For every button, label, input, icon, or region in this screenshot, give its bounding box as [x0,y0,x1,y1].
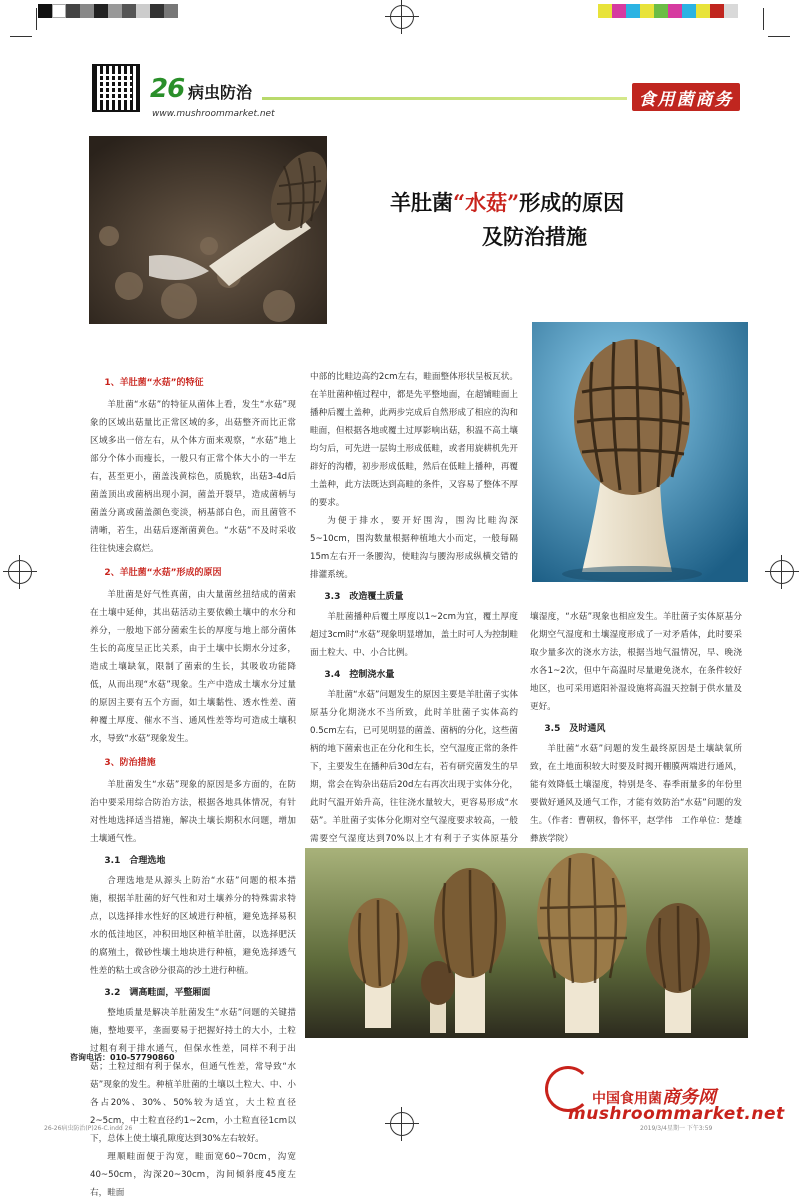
site-logo-url[interactable]: mushroommarket.net [568,1104,785,1124]
paragraph: 合理选地是从源头上防治“水菇”问题的根本措施，根据羊肚菌的好气性和对土壤养分的特殊需求特点，以选择排水性好的区域进行种植，避免选择易积水的低洼地区，冲积田地区种植羊肚菌，以选择肥沃的腐殖土，微砂性壤土地块进行种植，避免选择透气性差的粘土或含砂分很高的沙土进行种植。 [90,876,296,976]
registration-mark [390,1112,414,1136]
paragraph: 整地质量是解决羊肚菌发生“水菇”问题的关键措施，整地要平，垄面要易于把握好持土的大小，土粒过粗有利于排水通气，但保水性差，同样不利于出菇；土粒过细有利于保水，但通气性差，常导致“水菇”现象的发生。种植羊肚菌的土壤以土粒大、中、小各占20%、30%、50%较为适宜，大土粒直径2~5cm，中土粒直径约1~2cm，小土粒直径1cm以下，总体上使土壤孔隙度达到30%左右较好。 [90,1008,296,1144]
crop-mark [36,8,37,30]
registration-mark [390,5,414,29]
title-highlight: “水菇” [453,190,520,215]
print-file-info: 26-26病虫防治(P)26-C.indd 26 [44,1125,133,1132]
magazine-brand-badge: 食用菌商务 [632,83,740,111]
paragraph: 羊肚菌是好气性真菌，由大量菌丝扭结成的菌索在土壤中延伸，其出菇活动主要依赖土壤中的水分和养分，一般地下部分菌索生长的厚度与地上部分菌体生长的高度呈正比关系，由于土壤中长期水分过多，造成土壤缺氧，限制了菌索的生长，其吸收功能降低，从而出现“水菇”现象。生产中造成土壤水分过量的原因主要有五个方面，如土壤黏性、透水性差、菌种覆土厚度、催水不当、通风性差等均可造成土壤积水，导致“水菇”现象发生。 [90,590,296,744]
heading-characteristics: 1、羊肚菌“水菇”的特征 [104,378,204,388]
article-column-3 [530,608,742,848]
crop-mark [10,36,32,37]
section-title: 病虫防治 [188,83,253,102]
morel-cluster-photo [305,848,748,1038]
morel-blue-background-photo [532,322,748,582]
heading-causes: 2、羊肚菌“水菇”形成的原因 [104,568,222,578]
crop-mark [763,8,764,30]
header-divider [262,97,627,100]
paragraph: 壤湿度，“水菇”现象也相应发生。羊肚菌子实体原基分化期空气湿度和土壤湿度形成了一对矛盾体，此时要采取少量多次的浇水方法，根据当地气温情况，早、晚浇水各1~2次，但中午高温时尽量避免浇水，在条件较好地区，也可采用遮阳补湿设施将高温天控制于供水量及更好。 [530,612,742,712]
subheading-bed-preparation: 3.2 调高畦面，平整厢面 [104,988,211,998]
color-calibration-bar [38,4,178,18]
subheading-soil-cover: 3.3 改造覆土质量 [324,592,404,602]
title-suffix: 形成的原因 [519,190,625,215]
print-date-info: 2019/3/4星期一 下午3:59 [640,1125,713,1132]
logo-name-prefix: 中国食用菌 [592,1091,662,1107]
subheading-site-selection: 3.1 合理选地 [104,856,166,866]
paragraph: 羊肚菌“水菇”的特征从菌体上看，发生“水菇”现象的区域出菇量比正常区域的多，出菇整齐而比正常区域多出一倍左右，从个体方面来观察，“水菇”地上部分个体小而瘦长，一般只有正常个体大小的一半左右，甚至更小，菌盖浅黄棕色，质脆软，出菇3-4d后菌盖顶出或菌柄出现小洞，菌盖开裂早，造成菌柄与菌盖分离或菌盖颜色变淡，柄基部白色，而且菌管不清晰，若生，出菇后逐渐菌黄色。“水菇”不及时采收往往快速会腐烂。 [90,400,296,554]
paragraph: 为便于排水，要开好围沟，围沟比畦沟深5~10cm，围沟数量根据种植地大小而定，一般每隔15m左右开一条腰沟，使畦沟与腰沟形成纵横交错的排灌系统。 [310,516,518,580]
paragraph: 理顺畦面便于沟宽，畦面宽60~70cm，沟宽40~50cm，沟深20~30cm，沟间倾斜度45度左右，畦面 [90,1152,296,1198]
article-column-1 [90,368,296,1202]
subheading-ventilation: 3.5 及时通风 [544,724,606,734]
website-url: www.mushroommarket.net [152,109,275,119]
paragraph: 羊肚菌发生“水菇”现象的原因是多方面的，在防治中要采用综合防治方法，根据各地具体情况，有针对性地选择适当措施，解决土壤长期积水问题，增加土壤通气性。 [90,780,296,844]
article-column-2 [310,368,518,920]
morel-soil-photo [89,136,327,324]
crop-mark [768,36,790,37]
article-title [390,186,750,254]
contact-phone: 咨询电话：010-57790860 [70,1053,175,1062]
color-swatch-bar [598,4,738,18]
qr-code[interactable] [92,64,140,112]
title-line-2: 及防治措施 [482,224,587,249]
logo-name-big: 商务网 [662,1087,716,1108]
registration-mark [8,560,32,584]
paragraph: 羊肚菌“水菇”问题的发生最终原因是土壤缺氧所致，在土地面积较大时要及时揭开棚膜两端进行通风，能有效降低土壤湿度，特别是冬、春季雨量多的年份里要做好通风及通气工作，才能有效防治“水菇”问题的发生。（作者：曹朝权，鲁怀平，赵学伟 工作单位：楚雄彝族学院） [530,744,742,844]
heading-measures: 3、防治措施 [104,758,156,768]
registration-mark [770,560,794,584]
title-prefix: 羊肚菌 [390,190,453,215]
page-number: 26 [150,74,185,104]
paragraph: 羊肚菌“水菇”问题发生的原因主要是羊肚菌子实体原基分化期浇水不当所致，此时羊肚菌子实体高约0.5cm左右，已可见明显的菌盖、菌柄的分化，这些菌柄的地下菌索也正在分化和生长，空气湿度正常的条件下，主要发生在播种后30d左右，若有研究菌发生的早期，常会在钩杂出菇后20d左右再次出现于实体分化，此时气温开始升高，往往浇水量较大，更容易形成“水菇”。羊肚菌子实体分化期对空气湿度要求较高，一般需要空气湿度达到70%以上才有利于子实体原基分 [310,690,518,844]
paragraph: 中部的比畦边高约2cm左右，畦面整体形状呈板瓦状。在羊肚菌种植过程中，都是先平整地面，在超铺畦面上播种后覆土盖种，此两步完成后自然形成了相应的沟和畦面，但根据各地或覆土过厚影响出菇，积温不高土壤均匀后，可先进一层钩土形成低畦，或者用旋耕机先开辟好的沟槽，初步形成低畦，然后在低畦上播种，再覆土盖种，此方法既达到高畦的条件，又容易了整体不厚的要求。 [310,372,518,508]
subheading-watering: 3.4 控制浇水量 [324,670,395,680]
paragraph: 羊肚菌播种后覆土厚度以1~2cm为宜，覆土厚度超过3cm时“水菇”现象明显增加，盖土时可人为控制畦面土粒大、中、小合比例。 [310,612,518,658]
